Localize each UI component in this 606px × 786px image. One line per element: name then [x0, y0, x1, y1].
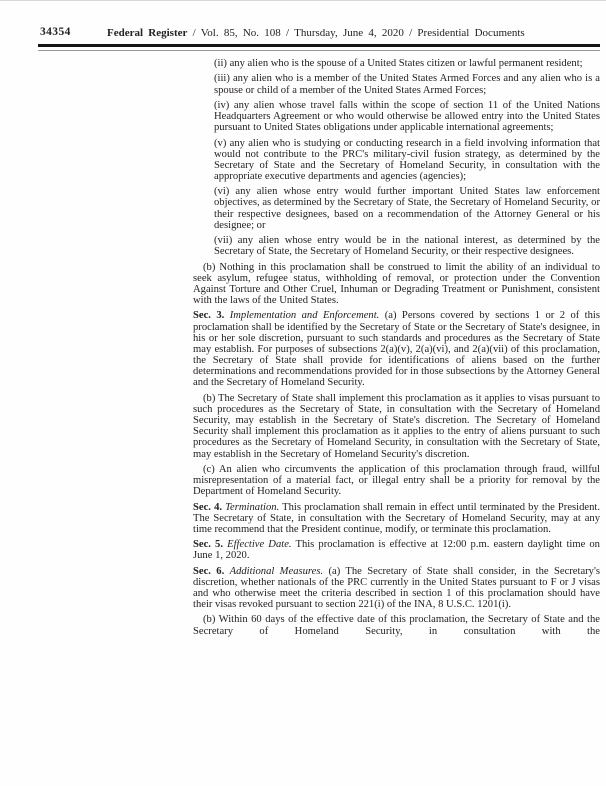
- issue-info: / Vol. 85, No. 108 / Thursday, June 4, 2020 / Presidential Documents: [192, 26, 525, 39]
- paragraph: (vii) any alien whose entry would be in the national interest, as determined by the Secretary of State, the Secretary of Homeland Security, or their respective designees.: [214, 235, 600, 258]
- section-title: Effective Date.: [227, 539, 292, 551]
- section-text: (a) The Secretary of State shall consider, in the Secretary's discretion, whether nationals of the PRC currently in the United States pursuant to F or J visas and who otherwise meet the criteria described in section 1 of this proclamation should have their visas revoked pursuant to section 221(i) of the INA, 8 U.S.C. 1201(i).: [193, 565, 601, 611]
- publication-title: Federal Register: [107, 26, 188, 39]
- paragraph: (b) Nothing in this proclamation shall be construed to limit the ability of an individual to seek asylum, refugee status, withholding of removal, or protection under the Convention Against Torture and Other Cruel, Inhuman or Degrading Treatment or Punishment, consistent with the laws of the United States.: [193, 261, 600, 307]
- section-paragraph: [193, 310, 600, 388]
- paragraph: (c) An alien who circumvents the application of this proclamation through fraud, willful misrepresentation of a material fact, or illegal entry shall be a priority for removal by the Department of Homeland Security.: [193, 463, 600, 498]
- section-label: Sec. 6.: [193, 565, 225, 577]
- paragraph: (v) any alien who is studying or conducting research in a field involving information that would not contribute to the PRC's military-civil fusion strategy, as determined by the Secretary of State and the Secretary of Homeland Security, in consultation with the appropriate executive departments and agencies (agencies);: [214, 137, 600, 182]
- section-paragraph: [193, 539, 600, 561]
- paragraph: (iv) any alien whose travel falls within the scope of section 11 of the United Nations Headquarters Agreement or who would otherwise be allowed entry into the United States pursuant to United States obligations under applicable international agreements;: [214, 99, 600, 134]
- paragraph: (iii) any alien who is a member of the United States Armed Forces and any alien who is a spouse or child of a member of the United States Armed Forces;: [214, 73, 600, 96]
- paragraph: (b) Within 60 days of the effective date of this proclamation, the Secretary of State and the Secretary of Homeland Security, in consultation with the: [193, 614, 600, 637]
- header-rule-thick: [38, 44, 600, 47]
- section-text: (a) Persons covered by sections 1 or 2 of this proclamation shall be identified by the Secretary of State or the Secretary of State's designee, in his or her sole discretion, pursuant to such standards and procedures as the Secretary of State may establish. For purposes of subsections 2(a)(v), 2(a)(vi), and 2(a)(vii) of this proclamation, the Secretary of State shall provide for identifications of aliens based on the further determinations and recommendations provided for in those subsections by the Attorney General and the Secretary of Homeland Security.: [193, 310, 600, 389]
- document-body: [193, 58, 600, 641]
- section-title: Additional Measures.: [229, 565, 324, 577]
- section-label: Sec. 5.: [193, 539, 224, 551]
- section-label: Sec. 4.: [193, 501, 223, 513]
- paragraph: (ii) any alien who is the spouse of a United States citizen or lawful permanent resident;: [214, 58, 583, 69]
- paragraph: (vi) any alien whose entry would further important United States law enforcement objectives, as determined by the Secretary of State, the Secretary of Homeland Security, or their respective designees, based on a recommendation of the Attorney General or his designee; or: [214, 186, 600, 231]
- header-rule-thin: [38, 50, 600, 52]
- section-label: Sec. 3.: [193, 310, 225, 322]
- section-title: Termination.: [225, 501, 280, 513]
- section-paragraph: [193, 502, 600, 535]
- section-text: This proclamation shall remain in effect until terminated by the President. The Secretary of State, in consultation with the Secretary of Homeland Security, may at any time recommend that the President continue, modify, or terminate this proclamation.: [193, 501, 600, 535]
- section-title: Implementation and Enforcement.: [229, 310, 380, 322]
- running-head: [107, 27, 525, 39]
- section-paragraph: [193, 566, 600, 611]
- paragraph: (b) The Secretary of State shall implement this proclamation as it applies to visas pursuant to such procedures as the Secretary of State, in consultation with the Secretary of Homeland Security, may establish in the Secretary of State's discretion. The Secretary of Homeland Security shall implement this proclamation as it applies to the entry of aliens pursuant to such procedures as the Secretary of Homeland Security, in consultation with the Secretary of State, may establish in the Secretary of Homeland Security's discretion.: [193, 392, 600, 460]
- section-text: This proclamation is effective at 12:00 p.m. eastern daylight time on June 1, 2020.: [193, 539, 600, 562]
- page-number: 34354: [40, 26, 71, 38]
